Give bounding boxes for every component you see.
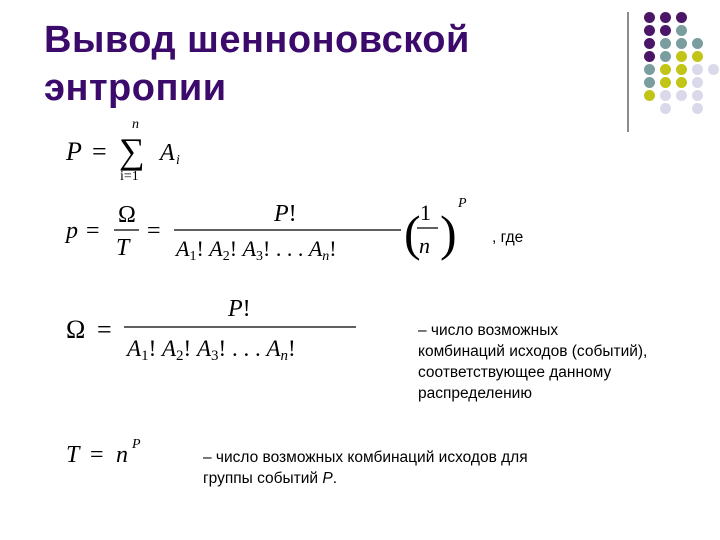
formula-probability [64,196,467,264]
equals-sign: = [147,218,161,244]
fraction-n: n [419,233,430,258]
t-description-line: – число возможных комбинаций исходов для [203,449,528,466]
power-p: P [132,437,141,452]
sum-term-subscript: i [176,153,180,168]
formula-4-lhs: T [66,442,80,468]
denominator: A1! A2! A3! . . . An! [127,336,296,364]
sum-lower-limit: i=1 [120,169,139,184]
slide-title-line-2: энтропии [44,67,227,109]
t-description-variable: P [322,470,333,487]
sum-term: A [160,140,175,166]
formula-sum [65,117,180,184]
equals-sign: = [97,315,112,344]
numerator: P! [274,201,297,227]
equals-sign: = [90,442,104,468]
t-symbol: T [116,235,130,261]
equals-sign: = [92,137,107,166]
right-paren: ) [440,205,457,261]
base-n: n [116,442,128,468]
formula-omega [66,296,356,364]
sum-sign: ∑ [119,131,145,171]
slide-title-line-1: Вывод шенноновской [44,19,470,61]
t-description-line [203,468,528,489]
formula-3-lhs: Ω [66,315,86,344]
sum-upper-limit: n [132,117,139,132]
omega-description-line: соответствующее данному [418,364,612,381]
t-description [203,447,528,489]
omega-description-line: – число возможных [418,322,559,339]
t-description-prefix: группы событий [203,470,323,487]
formula-1-lhs: P [66,137,82,166]
power-p: P [458,196,467,211]
omega-description-line: комбинаций исходов (событий), [418,343,648,360]
left-paren: ( [404,205,421,261]
omega-description [418,320,647,404]
numerator: P! [228,296,251,322]
where-note: , где [492,229,524,246]
formula-t [66,437,141,468]
omega-symbol: Ω [118,202,136,228]
omega-description-line: распределению [418,385,532,402]
fraction-one: 1 [420,200,431,225]
t-description-suffix: . [332,470,338,487]
denominator: A1! A2! A3! . . . An! [176,236,337,264]
equals-sign: = [86,218,100,244]
formula-2-lhs: p [66,218,78,244]
